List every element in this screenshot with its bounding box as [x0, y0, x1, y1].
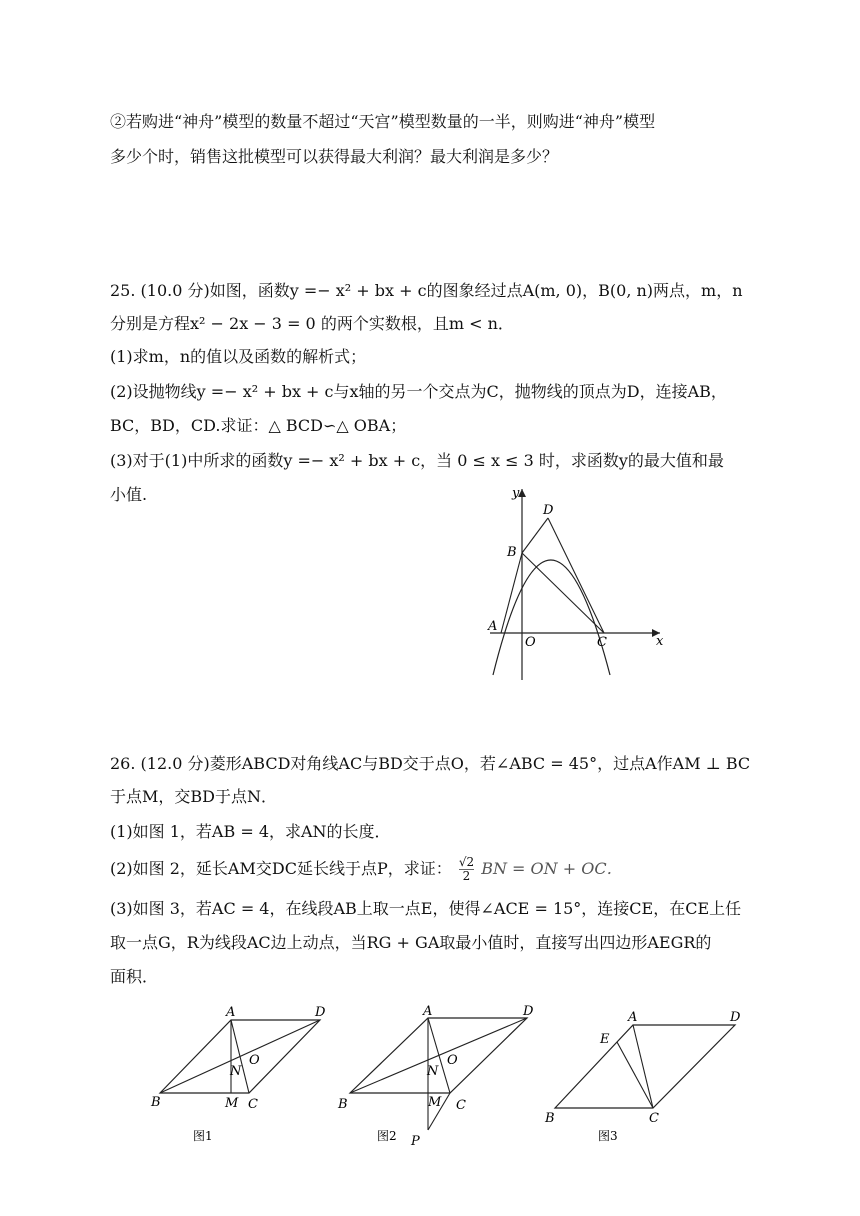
fig1-label-D: D: [315, 1005, 326, 1020]
q26-figure-2: [335, 1000, 535, 1150]
q26-line-4-post: BN = ON + OC．: [481, 859, 623, 878]
fig3-label-A: A: [628, 1010, 638, 1025]
point-D-label: D: [543, 503, 554, 518]
fraction: [459, 856, 474, 883]
fig3-caption: 图3: [598, 1129, 618, 1143]
q26-line-4-pre: (2)如图 2，延长AM交DC延长线于点P，求证：: [110, 859, 452, 878]
q26-line-6: 取一点G，R为线段AC边上动点，当RG + GA取最小值时，直接写出四边形AEGR的: [110, 933, 712, 952]
point-B-label: B: [507, 545, 517, 560]
fig1-caption: 图1: [193, 1129, 213, 1143]
fraction-numerator: √2: [458, 855, 475, 869]
fig1-label-O: O: [249, 1053, 260, 1068]
q26-line-1: 26. (12.0 分)菱形ABCD对角线AC与BD交于点O，若∠ABC = 45°，过点A作AM ⊥ BC: [110, 754, 751, 773]
q26-line-4: [110, 856, 623, 883]
point-O-label: O: [525, 635, 536, 650]
axis-x-label: x: [656, 634, 664, 649]
q25-line-1: 25. (10.0 分)如图，函数y =− x² + bx + c的图象经过点A(m, 0)，B(0, n)两点，m，n: [110, 281, 743, 300]
fig2-label-N: N: [427, 1064, 439, 1079]
q26-line-3: (1)如图 1，若AB = 4，求AN的长度．: [110, 822, 391, 841]
fig2-label-B: B: [338, 1097, 348, 1112]
q26-line-5: (3)如图 3，若AC = 4，在线段AB上取一点E，使得∠ACE = 15°，连接CE，在CE上任: [110, 899, 742, 918]
fig1-label-B: B: [151, 1095, 161, 1110]
fig3-label-B: B: [545, 1111, 555, 1126]
fig2-label-D: D: [523, 1004, 534, 1019]
fig2-label-C: C: [456, 1098, 466, 1113]
fraction-denominator: 2: [462, 869, 471, 883]
axis-y-label: y: [512, 486, 520, 501]
q25-line-5: BC，BD，CD.求证：△ BCD∽△ OBA；: [110, 416, 407, 435]
fig1-label-N: N: [230, 1064, 242, 1079]
fig2-label-O: O: [447, 1053, 458, 1068]
q26-line-7: 面积．: [110, 967, 159, 986]
point-A-label: A: [488, 619, 498, 634]
fig1-label-C: C: [248, 1097, 258, 1112]
q25-line-3: (1)求m，n的值以及函数的解析式；: [110, 347, 367, 366]
fig2-caption: 图2: [377, 1129, 397, 1143]
q25-line-6: (3)对于(1)中所求的函数y =− x² + bx + c，当 0 ≤ x ≤ 3 时，求函数y的最大值和最: [110, 451, 724, 470]
fig3-label-E: E: [600, 1032, 610, 1047]
q26-line-2: 于点M，交BD于点N．: [110, 787, 277, 806]
q26-figure-3: [540, 1000, 760, 1150]
q25-line-7: 小值.: [110, 485, 148, 504]
point-C-label: C: [597, 635, 607, 650]
q25-line-2: 分别是方程x² − 2x − 3 = 0 的两个实数根，且m < n．: [110, 314, 514, 333]
fig2-label-M: M: [428, 1095, 442, 1110]
q24-line-1: ②若购进“神舟”模型的数量不超过“天宫”模型数量的一半，则购进“神舟”模型: [110, 112, 656, 131]
fig3-label-C: C: [649, 1111, 659, 1126]
fig2-label-A: A: [423, 1004, 433, 1019]
q25-line-4: (2)设抛物线y =− x² + bx + c与x轴的另一个交点为C，抛物线的顶点为D，连接AB，: [110, 382, 727, 401]
fig1-label-A: A: [226, 1005, 236, 1020]
q25-parabola-figure: [480, 485, 680, 685]
q26-figure-1: [145, 1000, 345, 1150]
fig3-label-D: D: [730, 1010, 741, 1025]
fig2-label-P: P: [411, 1134, 420, 1149]
fig1-label-M: M: [225, 1096, 239, 1111]
q24-line-2: 多少个时，销售这批模型可以获得最大利润？最大利润是多少？: [110, 147, 559, 166]
